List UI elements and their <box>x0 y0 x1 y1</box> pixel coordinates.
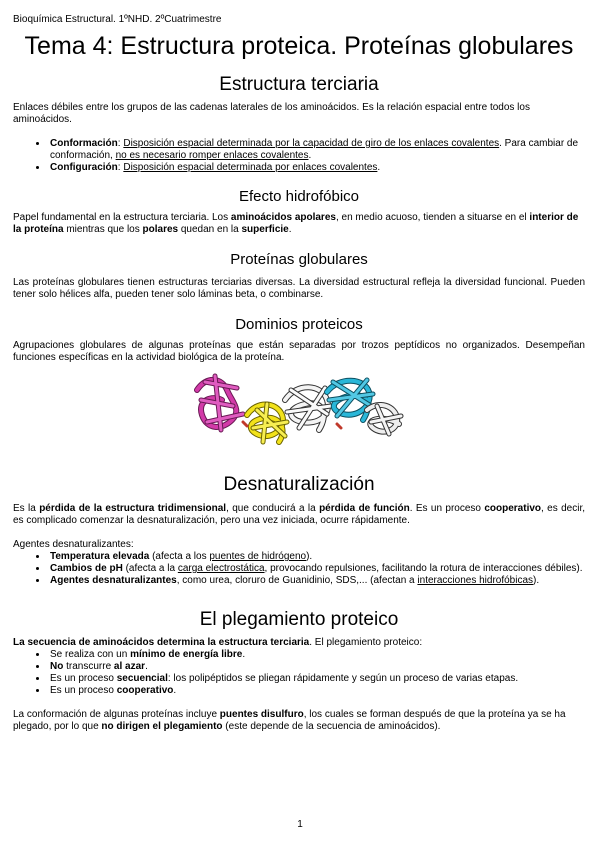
text-fragment: quedan en la <box>178 224 242 235</box>
bold-text: al azar <box>113 661 146 672</box>
bold-text: polares <box>142 224 179 235</box>
text-fragment: , como urea, cloruro de Guanidinio, SDS,... (afectan a <box>176 575 418 586</box>
disulfuro-paragraph <box>13 709 585 733</box>
plegamiento-lead <box>13 637 585 649</box>
bold-text: aminoácidos apolares <box>230 212 336 223</box>
text-fragment: : <box>117 162 124 173</box>
text-fragment: . <box>242 649 246 660</box>
text-fragment: . <box>288 224 292 235</box>
underlined-text: interacciones hidrofóbicas <box>417 575 534 586</box>
text-fragment: . <box>145 661 148 672</box>
text-fragment: : los polipéptidos se pliegan rápidamente y según un proceso de varias etapas. <box>167 673 519 684</box>
plegamiento-list <box>13 649 585 697</box>
text-fragment: (afecta a la <box>122 563 178 574</box>
list-item <box>48 685 585 697</box>
heading-plegamiento-proteico: El plegamiento proteico <box>199 609 399 630</box>
bold-text: mínimo de energía libre <box>130 649 243 660</box>
text-fragment: transcurre <box>63 661 114 672</box>
running-header: Bioquímica Estructural. 1ºNHD. 2ºCuatrimestre <box>13 14 222 25</box>
term-conformacion: Conformación <box>50 138 118 149</box>
agentes-label: Agentes desnaturalizantes: <box>13 539 134 550</box>
bold-text: no dirigen el plegamiento <box>101 721 223 732</box>
bold-text: pérdida de la estructura tridimensional <box>39 503 227 514</box>
text-fragment: . <box>308 150 312 161</box>
bold-text: Cambios de pH <box>50 563 123 574</box>
bold-text: Agentes desnaturalizantes <box>50 575 177 586</box>
list-item <box>48 661 585 673</box>
protein-domains-ribbon-image <box>187 370 411 452</box>
bold-text: La secuencia de aminoácidos determina la estructura terciaria <box>13 637 310 648</box>
bold-text: pérdida de función <box>319 503 410 514</box>
text-fragment: , los cuales se forman después de que la proteína ya se ha plegado, por lo que <box>13 709 566 732</box>
text-fragment: . El plegamiento proteico: <box>309 637 423 648</box>
hidrofobico-paragraph <box>13 212 585 236</box>
dominios-paragraph: Agrupaciones globulares de algunas proteínas que están separadas por trozos peptídicos no organizados. Desempeñan funciones específicas en la actividad biológica de la proteína. <box>13 340 585 363</box>
text-fragment: Se realiza con un <box>50 649 131 660</box>
text-fragment: . Para cambiar de conformación, <box>50 138 579 161</box>
list-item-conformacion <box>48 138 585 162</box>
underlined-text: Disposición espacial determinada por enlaces covalentes <box>123 162 378 173</box>
bold-text: interior de la proteína <box>13 212 579 235</box>
text-fragment: . <box>173 685 177 696</box>
bold-text: Temperatura elevada <box>50 551 150 562</box>
text-fragment: , es decir, es complicado comenzar la desnaturalización, pero una vez iniciada, ocurre rápidamente. <box>13 503 586 526</box>
text-fragment: Es la <box>13 503 40 514</box>
text-fragment: La conformación de algunas proteínas incluye <box>13 709 220 720</box>
heading-efecto-hidrofobico: Efecto hidrofóbico <box>238 188 360 205</box>
text-fragment: Es un proceso <box>50 685 117 696</box>
bold-text: cooperativo <box>484 503 542 514</box>
text-fragment: . <box>377 162 381 173</box>
text-fragment: (afecta a los <box>149 551 210 562</box>
text-fragment: mientras que los <box>63 224 143 235</box>
underlined-text: no es necesario romper enlaces covalentes <box>115 150 309 161</box>
underlined-text: Disposición espacial determinada por la capacidad de giro de los enlaces covalentes <box>123 138 500 149</box>
text-fragment: , provocando repulsiones, facilitando la rotura de interacciones débiles). <box>264 563 583 574</box>
globulares-paragraph: Las proteínas globulares tienen estructuras terciarias diversas. La diversidad estructural refleja la diversidad funcional. Pueden tener solo hélices alfa, pueden tener solo láminas beta, o combinarse. <box>13 277 585 300</box>
text-fragment: : <box>117 138 124 149</box>
list-item-temperatura <box>48 551 585 563</box>
text-fragment: Papel fundamental en la estructura terciaria. Los <box>13 212 231 223</box>
text-fragment: ). <box>533 575 540 586</box>
text-fragment: ). <box>306 551 313 562</box>
underlined-text: puentes de hidrógeno <box>209 551 307 562</box>
document-title: Tema 4: Estructura proteica. Proteínas globulares <box>24 32 574 60</box>
heading-desnaturalizacion: Desnaturalización <box>223 474 375 495</box>
text-fragment: , que conducirá a la <box>226 503 320 514</box>
bold-text: No <box>50 661 64 672</box>
bold-text: secuencial <box>116 673 168 684</box>
terciaria-intro: Enlaces débiles entre los grupos de las cadenas laterales de los aminoácidos. Es la relación espacial entre todos los aminoácidos. <box>13 102 530 125</box>
bold-text: superficie <box>241 224 289 235</box>
underlined-text: carga electrostática <box>177 563 265 574</box>
text-fragment: Es un proceso <box>50 673 117 684</box>
text-fragment: , en medio acuoso, tienden a situarse en el <box>335 212 530 223</box>
heading-proteinas-globulares: Proteínas globulares <box>230 251 368 268</box>
list-item <box>48 649 585 661</box>
heading-dominios-proteicos: Dominios proteicos <box>235 316 363 333</box>
bold-text: puentes disulfuro <box>219 709 304 720</box>
document-page <box>13 14 585 733</box>
heading-estructura-terciaria: Estructura terciaria <box>219 74 379 95</box>
list-item <box>48 673 585 685</box>
page-number: 1 <box>297 819 303 830</box>
term-configuracion: Configuración <box>50 162 118 173</box>
bold-text: cooperativo <box>116 685 174 696</box>
text-fragment: . Es un proceso <box>409 503 485 514</box>
agentes-list <box>13 551 585 587</box>
desnat-paragraph <box>13 503 585 527</box>
text-fragment: (este depende de la secuencia de aminoácidos). <box>222 721 441 732</box>
list-item-ph <box>48 563 585 575</box>
list-item-configuracion <box>48 162 585 174</box>
terciaria-list <box>13 138 585 174</box>
list-item-agentes <box>48 575 585 587</box>
